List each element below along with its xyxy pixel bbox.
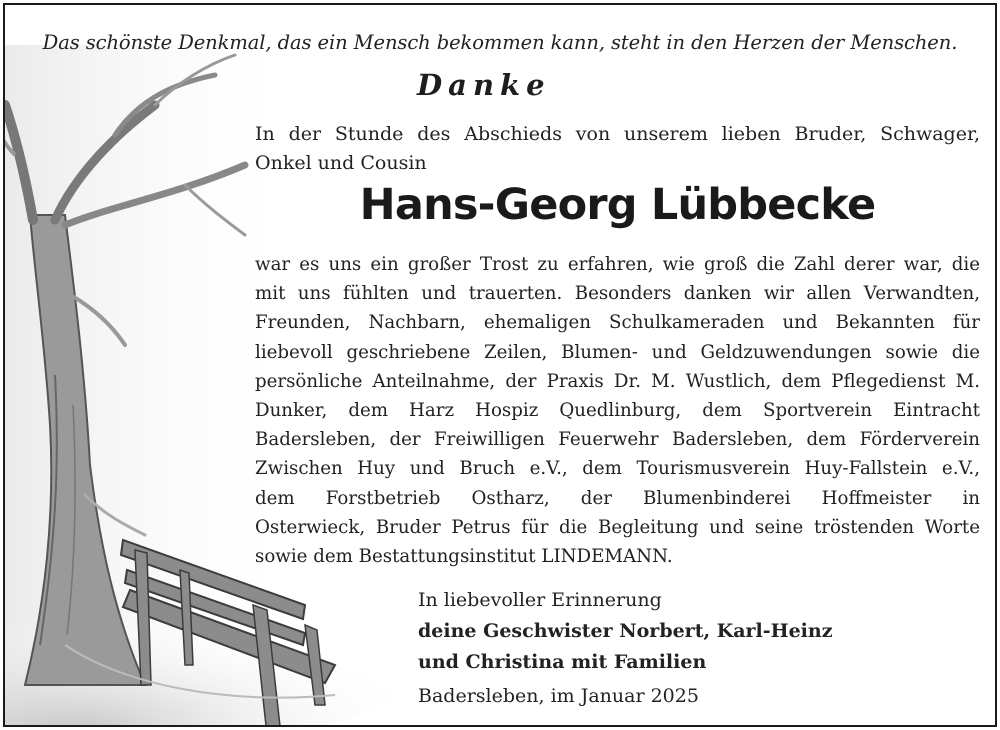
- body-line: liebevoll geschriebene Zeilen, Blumen- und Geldzuwendungen sowie die: [255, 341, 980, 363]
- intro-line: In der Stunde des Abschieds von unserem lieben Bruder, Schwager,: [255, 123, 980, 145]
- body-line: Badersleben, der Freiwilligen Feuerwehr Badersleben, dem Förderverein: [255, 429, 980, 451]
- signature-names: und Christina mit Familien: [418, 651, 707, 673]
- motto-quote: Das schönste Denkmal, das ein Mensch bekommen kann, steht in den Herzen der Menschen.: [42, 31, 958, 54]
- body-line: persönliche Anteilnahme, der Praxis Dr. M. Wustlich, dem Pflegedienst M.: [255, 370, 980, 392]
- body-line: dem Forstbetrieb Ostharz, der Blumenbinderei Hoffmeister in: [255, 487, 980, 509]
- signature-block: [418, 585, 833, 678]
- body-line: mit uns fühlten und trauerten. Besonders danken wir allen Verwandten,: [255, 283, 980, 305]
- intro-line: Onkel und Cousin: [255, 152, 427, 174]
- signature-names: deine Geschwister Norbert, Karl-Heinz: [418, 620, 833, 642]
- body-line: Dunker, dem Harz Hospiz Quedlinburg, dem Sportverein Eintracht: [255, 400, 980, 422]
- thanks-body: [255, 250, 980, 571]
- body-line: war es uns ein großer Trost zu erfahren, wie groß die Zahl derer war, die: [255, 254, 980, 275]
- body-line: Freunden, Nachbarn, ehemaligen Schulkameraden und Bekannten für: [255, 312, 980, 334]
- heading-thanks: Danke: [417, 68, 551, 102]
- obituary-frame: [3, 3, 997, 727]
- place-date: Badersleben, im Januar 2025: [418, 685, 699, 707]
- body-line: Osterwieck, Bruder Petrus für die Begleitung und seine tröstenden Worte: [255, 516, 980, 538]
- body-line: Zwischen Huy und Bruch e.V., dem Tourismusverein Huy-Fallstein e.V.,: [255, 458, 980, 480]
- signature-intro: In liebevoller Erinnerung: [418, 589, 662, 611]
- body-line: sowie dem Bestattungsinstitut LINDEMANN.: [255, 546, 673, 568]
- deceased-name: Hans-Georg Lübbecke: [359, 180, 876, 230]
- intro-text: [255, 120, 980, 178]
